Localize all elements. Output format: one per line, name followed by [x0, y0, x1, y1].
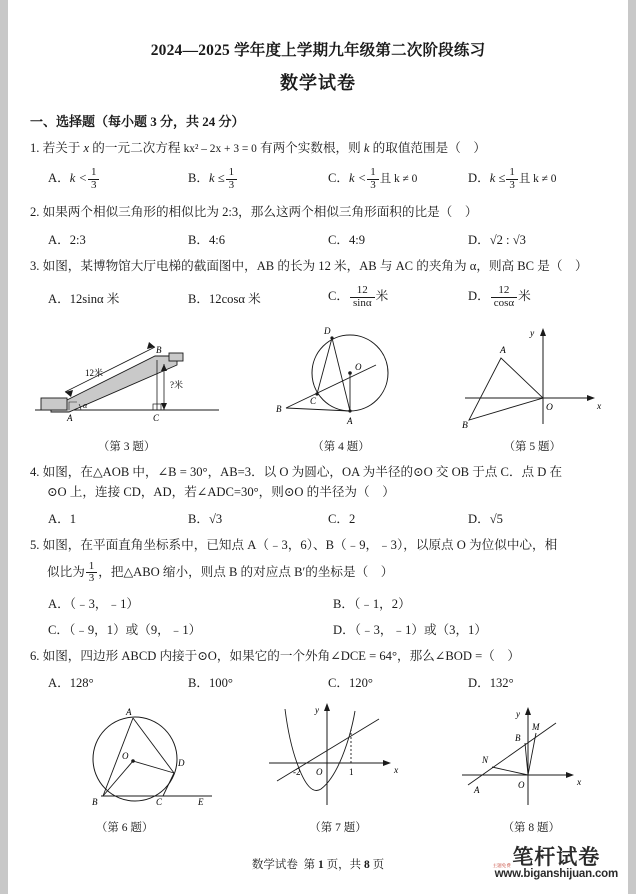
figure-8-caption: （第 8 题）: [502, 822, 561, 835]
question-2-option-a[interactable]: [48, 229, 188, 248]
option-d-fraction: $\frac{1}{3}$: [506, 167, 518, 191]
option-d-label: D．: [468, 676, 490, 691]
cyclic-quad-diagram-q6: [30, 701, 220, 813]
option-c-label: C．: [48, 622, 69, 637]
label-O: O: [121, 751, 129, 762]
question-6-option-b[interactable]: [188, 672, 328, 691]
question-4-line-2: ⊙O 上，连接 CD，AD，若∠ADC=30°，则⊙O 的半径为（ ）: [47, 484, 395, 499]
label-A: A: [500, 346, 507, 357]
question-1-text-b: 的一元二次方程: [92, 140, 181, 155]
option-d-label: D．: [468, 289, 490, 304]
question-6-options: [48, 672, 628, 691]
figure-question-6: [30, 701, 220, 835]
label-D: D: [323, 326, 331, 337]
question-5-option-a[interactable]: [48, 593, 333, 612]
question-6: [30, 647, 628, 667]
label-O: O: [315, 767, 323, 778]
question-5: [30, 536, 628, 585]
option-c-value: 2: [349, 512, 356, 527]
question-4-options: [48, 508, 628, 527]
option-d-label: D．: [468, 512, 490, 527]
option-a-expr: k <: [69, 171, 87, 186]
option-a-value: （﹣3，﹣1）: [69, 596, 139, 611]
footer-page-number: 1: [318, 859, 324, 871]
question-5-line-1: 如图，在平面直角坐标系中，已知点 A（﹣3，6）、B（﹣9，﹣3），以原点 O 为位似中心，相: [42, 538, 558, 553]
option-c-label: C．: [328, 512, 349, 527]
option-d-value: （﹣3，﹣1）或（3，1）: [354, 622, 487, 637]
option-d-expr: k ≤: [489, 171, 506, 186]
question-1-equation: kx² – 2x + 3 = 0: [183, 142, 257, 155]
watermark-tag: 主题免费: [492, 862, 511, 868]
figure-question-3: [29, 320, 225, 454]
axis-label-x: x: [393, 766, 399, 777]
question-2-option-b[interactable]: [188, 229, 328, 248]
tick-label-neg2: -2: [292, 767, 301, 778]
label-B: B: [91, 797, 98, 808]
option-c-label: C．: [328, 289, 349, 304]
question-6-option-d[interactable]: [468, 672, 608, 691]
option-b-label: B．: [188, 171, 209, 186]
option-b-label: B．: [188, 676, 209, 691]
option-a-label: A．: [48, 512, 70, 527]
option-a-fraction: $\frac{1}{3}$: [88, 167, 100, 191]
figure-6-caption: （第 6 题）: [95, 822, 154, 835]
option-d-value: √5: [489, 512, 503, 527]
question-5-ratio-fraction: $\frac{1}{3}$: [86, 561, 98, 585]
question-3: [30, 257, 628, 277]
option-a-value: 128°: [69, 676, 94, 691]
option-c-label: C．: [328, 676, 349, 691]
watermark-url: www.biganshijuan.com: [494, 867, 618, 880]
option-d-value: √2 : √3: [489, 232, 526, 247]
label-C: C: [152, 413, 159, 424]
option-c-expr: k <: [349, 171, 367, 186]
watermark-brand: 笔杆试卷: [512, 844, 601, 869]
option-b-value: 100°: [209, 676, 233, 691]
option-d-label: D．: [468, 171, 490, 186]
option-b-label: B．: [188, 512, 209, 527]
label-O: O: [546, 403, 554, 414]
option-a-label: A．: [48, 232, 70, 247]
escalator-diagram: [29, 320, 225, 432]
figure-4-caption: （第 4 题）: [312, 441, 370, 454]
question-4: [30, 463, 628, 502]
option-b-label: B．: [188, 291, 209, 306]
footer-page-prefix: 第: [303, 859, 316, 871]
figure-row-bottom: [8, 701, 628, 835]
question-1-option-d[interactable]: [468, 167, 608, 191]
page-subtitle: 数学试卷: [280, 72, 356, 93]
question-4-number: 4.: [30, 465, 40, 480]
option-c-value: 120°: [349, 676, 373, 691]
label-B: B: [155, 345, 162, 356]
label-height: ?米: [169, 380, 183, 391]
question-6-number: 6.: [30, 648, 40, 663]
label-alpha: α: [82, 401, 87, 411]
label-O: O: [518, 780, 525, 791]
label-B: B: [462, 421, 469, 432]
question-2-options: [48, 229, 628, 248]
option-a-label: A．: [48, 676, 70, 691]
label-length: 12米: [84, 368, 103, 379]
option-b-expr: k ≤: [209, 171, 225, 186]
option-d-fraction: $\frac{12}{\cos\alpha}$: [491, 285, 517, 309]
question-1-option-c[interactable]: [328, 167, 468, 191]
question-1: [30, 139, 628, 159]
label-A: A: [346, 416, 353, 427]
label-C: C: [309, 396, 316, 407]
section-heading: 一、选择题（每小题 3 分，共 24 分）: [30, 113, 245, 129]
figure-7-caption: （第 7 题）: [309, 822, 367, 835]
question-1-text-a: 若关于: [42, 140, 81, 155]
option-b-value: √3: [209, 512, 223, 527]
parabola-diagram-q7: [263, 701, 413, 813]
label-D: D: [177, 758, 185, 769]
option-d-tail: 且 k ≠ 0: [518, 173, 557, 186]
question-5-number: 5.: [30, 538, 40, 553]
option-a-label: A．: [48, 596, 70, 611]
question-1-text-d: 的取值范围是（ ）: [372, 140, 486, 155]
question-1-text-c: 有两个实数根，则: [259, 140, 361, 155]
option-c-label: C．: [328, 232, 349, 247]
question-6-option-a[interactable]: [48, 672, 188, 691]
circle-diagram-q4: [266, 320, 416, 432]
option-d-tail: 米: [518, 289, 531, 304]
question-2: [30, 203, 628, 223]
question-2-option-c[interactable]: [328, 229, 468, 248]
option-b-fraction: $\frac{1}{3}$: [226, 167, 238, 191]
tick-label-1: 1: [348, 767, 354, 778]
question-5-line-2-a: 似比为: [47, 564, 85, 579]
option-c-fraction: $\frac{12}{\sin\alpha}$: [350, 285, 375, 309]
label-M: M: [532, 722, 540, 733]
figure-5-caption: （第 5 题）: [503, 441, 562, 454]
figure-3-caption: （第 3 题）: [97, 441, 156, 454]
question-4-option-d[interactable]: [468, 508, 608, 527]
question-3-option-d[interactable]: [468, 285, 608, 309]
option-c-value: （﹣9，1）或（9，﹣1）: [69, 622, 202, 637]
label-N: N: [482, 755, 489, 766]
watermark: [492, 844, 618, 881]
axis-label-y: y: [530, 329, 535, 340]
label-A: A: [125, 707, 132, 718]
label-B: B: [515, 733, 521, 744]
question-6-option-c[interactable]: [328, 672, 468, 691]
option-b-label: B．: [188, 232, 209, 247]
question-4-option-c[interactable]: [328, 508, 468, 527]
question-3-option-c[interactable]: [328, 285, 468, 309]
question-4-line-1: 如图，在△AOB 中，∠B = 30°，AB=3．以 O 为圆心，OA 为半径的⊙O 交 OB 于点 C．点 D 在: [42, 465, 563, 480]
option-c-value: 4:9: [349, 232, 366, 247]
question-3-text: 如图，某博物馆大厅电梯的截面图中，AB 的长为 12 米，AB 与 AC 的夹角为 α，则高 BC 是（ ）: [42, 258, 588, 273]
question-1-option-a[interactable]: [48, 167, 188, 191]
option-d-label: D．: [333, 622, 355, 637]
question-5-options-row-2: [48, 619, 628, 638]
option-a-label: A．: [48, 291, 70, 306]
question-1-var-x: x: [83, 140, 90, 155]
option-d-value: 132°: [489, 676, 514, 691]
figure-question-8: [456, 701, 606, 835]
option-c-label: C．: [328, 171, 349, 186]
option-d-label: D．: [468, 232, 490, 247]
question-3-options: [48, 282, 628, 312]
figure-question-7: [263, 701, 413, 835]
footer-page-suffix: 页: [372, 859, 385, 871]
question-5-line-2: [47, 561, 614, 585]
question-2-number: 2.: [30, 205, 40, 220]
option-b-label: B．: [333, 596, 354, 611]
option-b-value: （﹣1，2）: [354, 596, 411, 611]
label-O: O: [354, 362, 362, 373]
question-4-option-a[interactable]: [48, 508, 188, 527]
question-1-option-b[interactable]: [188, 167, 328, 191]
question-5-line-2-b: ，把△ABO 缩小，则点 B 的对应点 B′的坐标是（ ）: [98, 564, 394, 579]
option-b-value: 4:6: [209, 232, 226, 247]
question-5-option-b[interactable]: [333, 593, 618, 612]
option-b-value: 12cosα 米: [209, 291, 261, 306]
question-2-text: 如果两个相似三角形的相似比为 2:3，那么这两个相似三角形面积的比是（ ）: [42, 205, 478, 220]
footer-page-mid: 页，共: [326, 859, 362, 871]
label-C: C: [155, 797, 162, 808]
label-A: A: [66, 413, 73, 424]
figure-row-top: [8, 320, 628, 454]
option-c-tail: 米: [375, 289, 389, 304]
question-3-option-a[interactable]: [48, 288, 188, 307]
option-a-label: A．: [48, 171, 70, 186]
question-4-option-b[interactable]: [188, 508, 328, 527]
question-3-number: 3.: [30, 258, 40, 273]
option-a-value: 12sinα 米: [69, 291, 120, 306]
option-c-fraction: $\frac{1}{3}$: [367, 167, 379, 191]
coordinate-diagram-q5: [457, 320, 607, 432]
figure-question-4: [266, 320, 416, 454]
coordinate-diagram-q8: [456, 701, 606, 813]
question-3-option-b[interactable]: [188, 288, 328, 307]
label-B: B: [275, 404, 282, 415]
axis-label-x: x: [577, 778, 582, 789]
footer-total-pages: 8: [364, 859, 370, 871]
question-5-option-d[interactable]: [333, 619, 618, 638]
label-A: A: [474, 785, 480, 796]
question-6-text: 如图，四边形 ABCD 内接于⊙O，如果它的一个外角∠DCE = 64°，那么∠BOD =（ ）: [42, 648, 520, 663]
question-2-option-d[interactable]: [468, 229, 608, 248]
question-1-var-k: k: [363, 140, 370, 155]
option-c-tail: 且 k ≠ 0: [379, 173, 418, 186]
figure-question-5: [457, 320, 607, 454]
question-1-number: 1.: [30, 140, 40, 155]
footer-doc-name: 数学试卷: [251, 859, 298, 871]
label-E: E: [197, 797, 204, 808]
axis-label-x: x: [597, 402, 602, 413]
option-a-value: 1: [69, 512, 76, 527]
axis-label-y: y: [314, 705, 319, 716]
question-1-options: [48, 164, 628, 194]
question-5-options-row-1: [48, 593, 628, 612]
page-title: 2024—2025 学年度上学期九年级第二次阶段练习: [150, 42, 486, 59]
exam-page: [8, 0, 628, 894]
axis-label-y: y: [516, 709, 521, 720]
option-a-value: 2:3: [69, 232, 86, 247]
question-5-option-c[interactable]: [48, 619, 333, 638]
